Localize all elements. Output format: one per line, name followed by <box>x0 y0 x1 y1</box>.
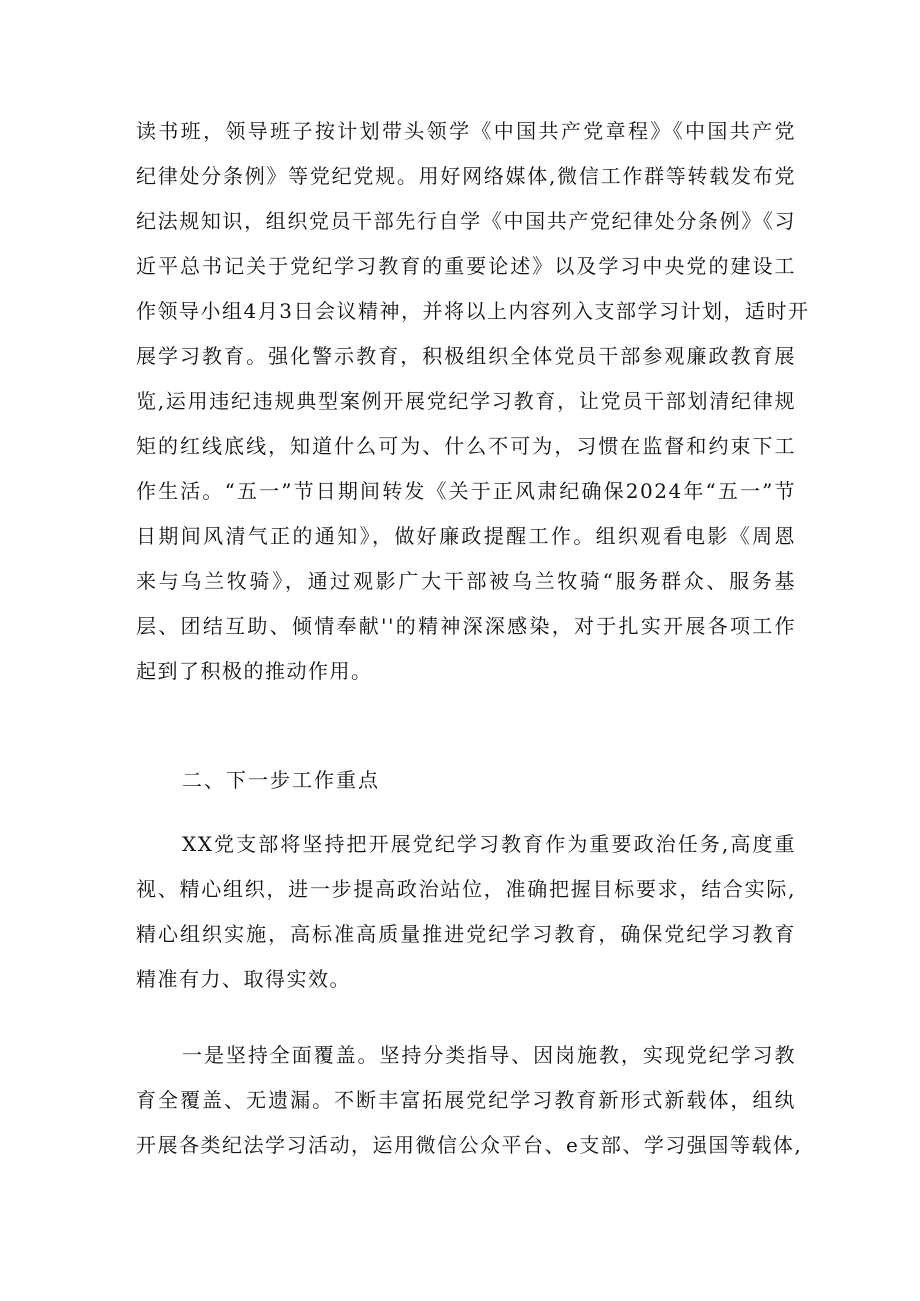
text-line: 纪律处分条例》等党纪党规。用好网络媒体,微信工作群等转载发布党 <box>136 164 796 188</box>
text-line: 层、团结互助、倾情奉献''的精神深深感染，对于扎实开展各项工作 <box>136 614 796 638</box>
text-line: 开展各类纪法学习活动，运用微信公众平台、e支部、学习强国等载体, <box>136 1133 803 1157</box>
text-line: 一是坚持全面覆盖。坚持分类指导、因岗施教，实现党纪学习教 <box>182 1043 796 1067</box>
text-line: 精心组织实施，高标准高质量推进党纪学习教育，确保党纪学习教育 <box>136 922 796 946</box>
text-line: 精准有力、取得实效。 <box>136 967 351 991</box>
text-line: XX党支部将坚持把开展党纪学习教育作为重要政治任务,高度重 <box>182 832 796 856</box>
text-line: 育全覆盖、无遗漏。不断丰富拓展党纪学习教育新形式新载体，组纨 <box>136 1088 796 1112</box>
text-line: 览,运用违纪违规典型案例开展党纪学习教育，让党员干部划清纪律规 <box>136 389 796 413</box>
text-line: 矩的红线底线，知道什么可为、什么不可为，习惯在监督和约束下工 <box>136 434 796 458</box>
text-line: 展学习教育。强化警示教育，积极组织全体党员干部参观廉政教育展 <box>136 344 796 368</box>
section-heading: 二、下一步工作重点 <box>182 768 380 792</box>
text-line: 日期间风清气正的通知》，做好廉政提醒工作。组织观看电影《周恩 <box>136 524 796 548</box>
text-line: 来与乌兰牧骑》，通过观影广大干部被乌兰牧骑“服务群众、服务基 <box>136 569 796 593</box>
text-line: 近平总书记关于党纪学习教育的重要论述》以及学习中央党的建设工 <box>136 254 796 278</box>
text-line: 作领导小组4月3日会议精神，并将以上内容列入支部学习计划，适时开 <box>136 299 810 323</box>
text-line: 纪法规知识，组织党员干部先行自学《中国共产党纪律处分条例》《习 <box>136 209 796 233</box>
text-line: 起到了积极的推动作用。 <box>136 659 373 683</box>
text-line: 作生活。“五一”节日期间转发《关于正风肃纪确保2024年“五一”节 <box>136 479 796 503</box>
text-line: 视、精心组织，进一步提高政治站位，准确把握目标要求，结合实际, <box>136 877 796 901</box>
text-line: 读书班，领导班子按计划带头领学《中国共产党章程》《中国共产党 <box>136 119 796 143</box>
